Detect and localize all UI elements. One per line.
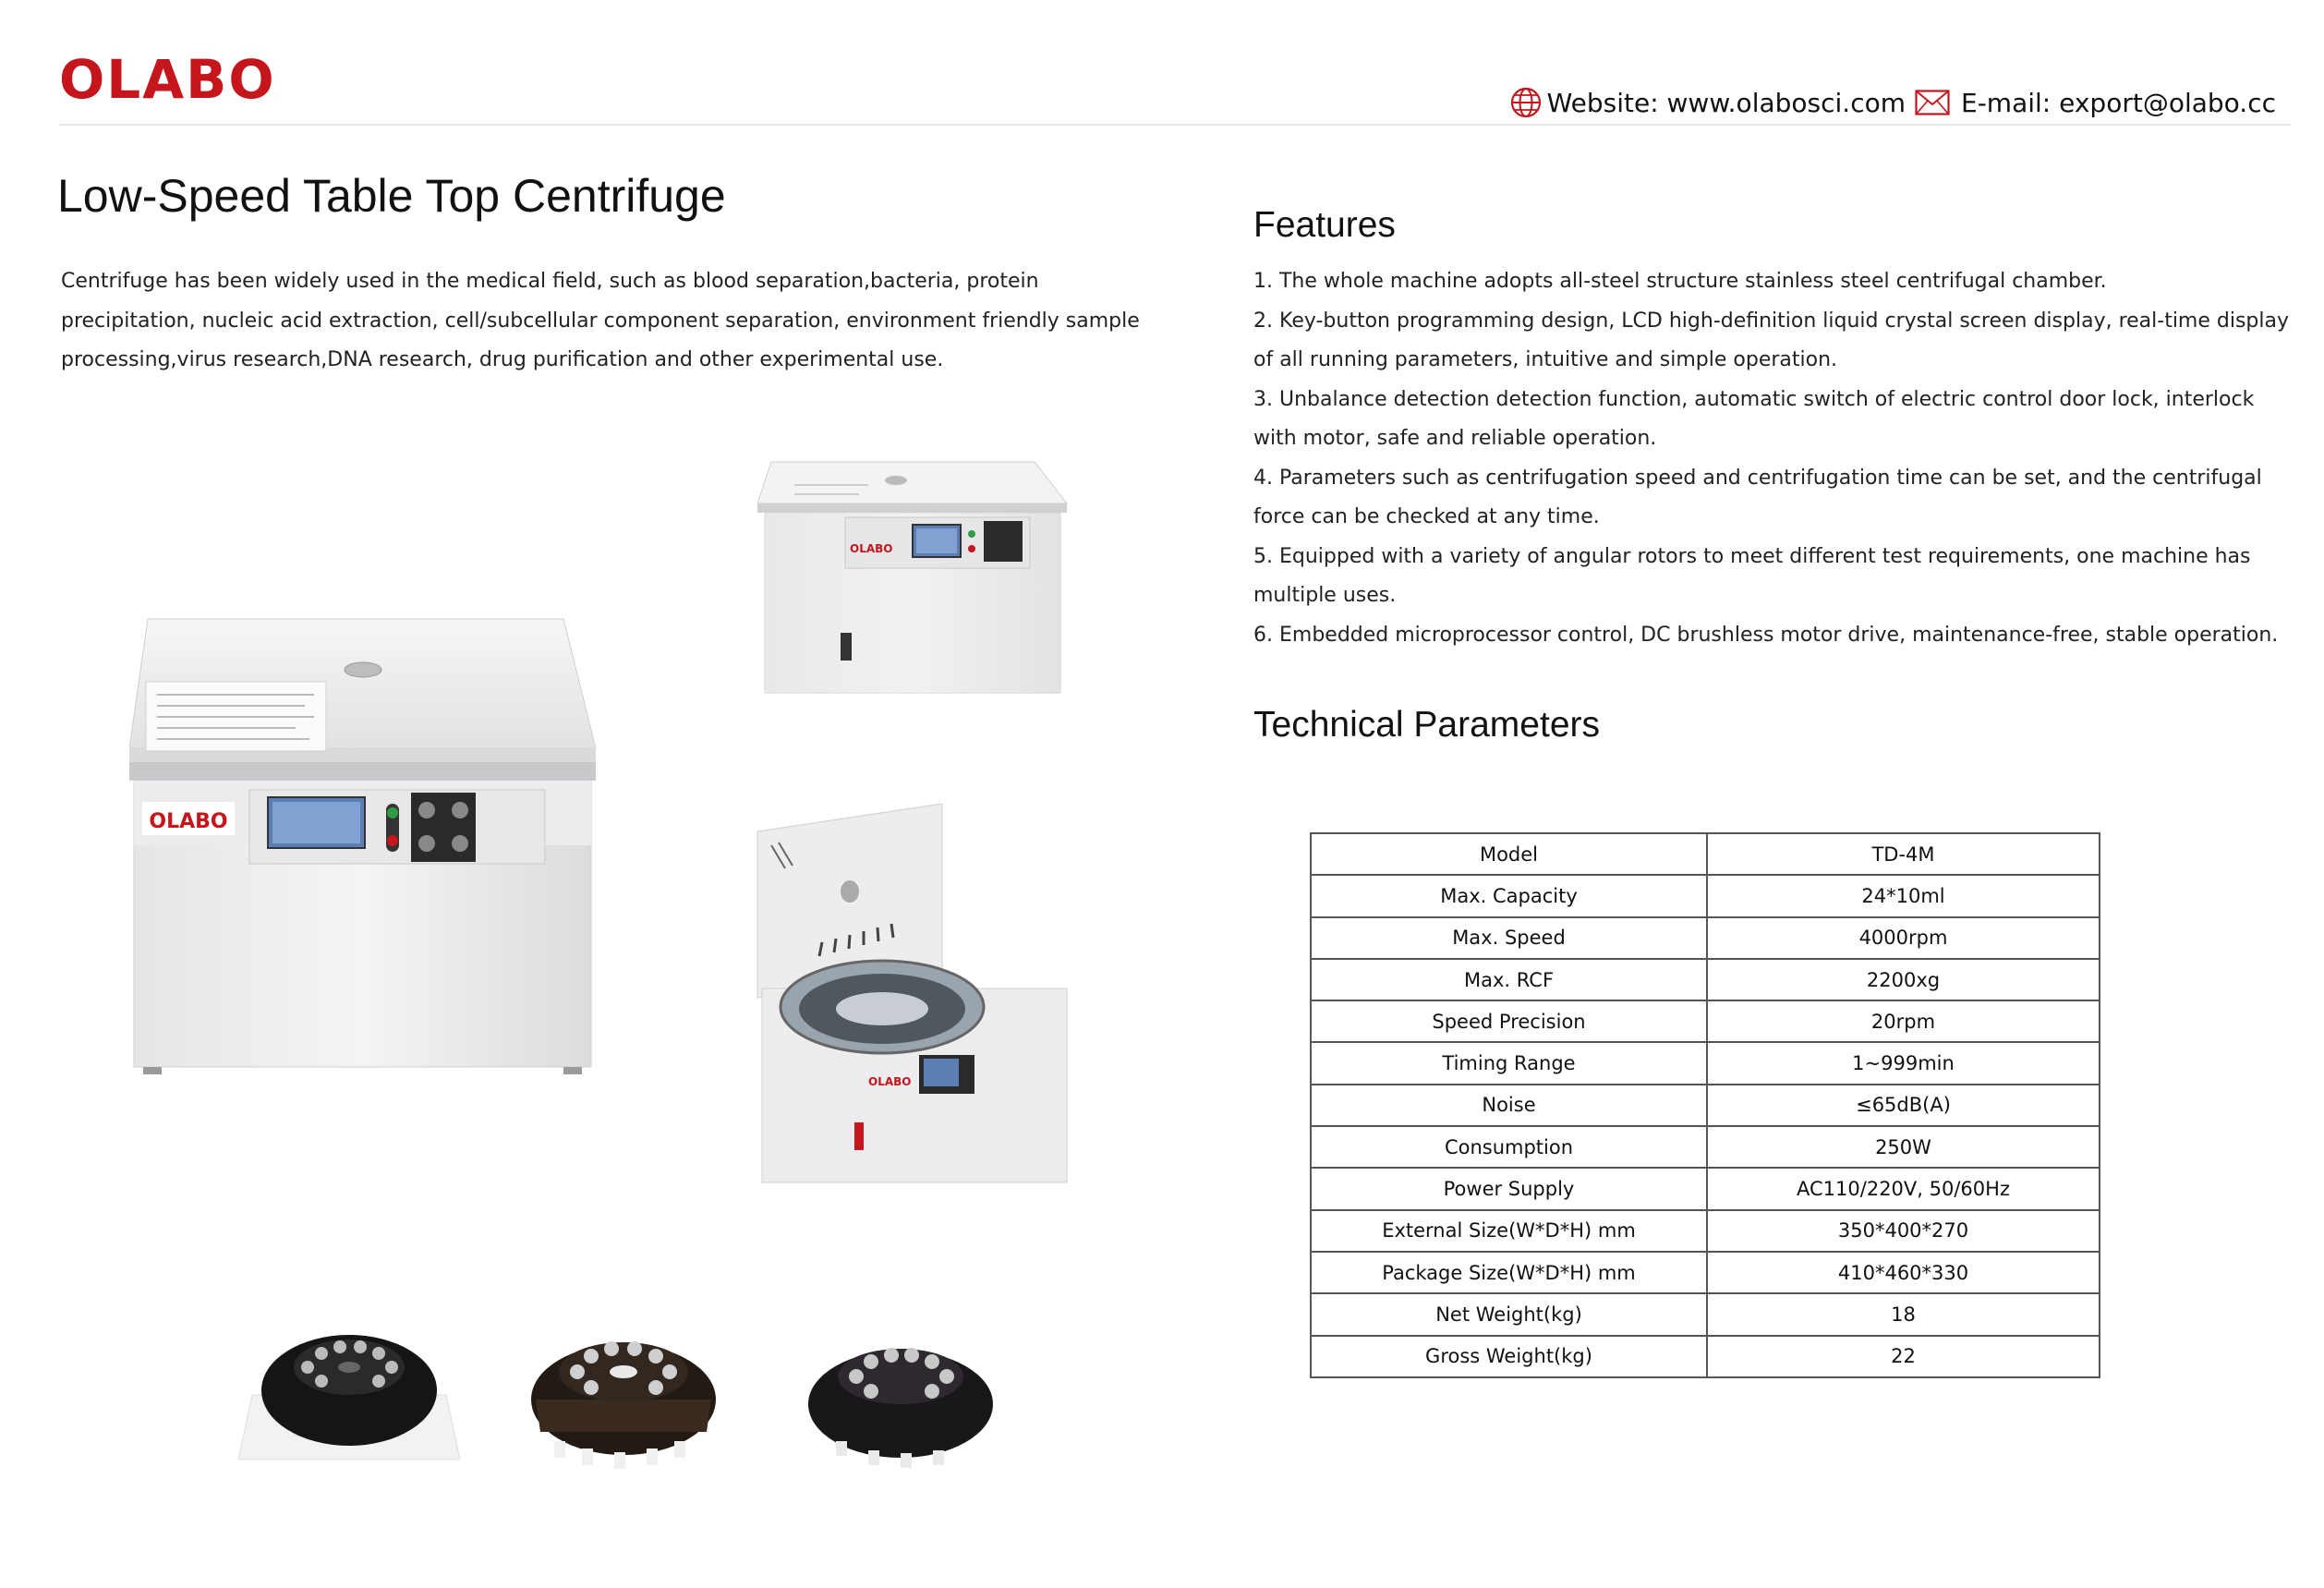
feature-item: 3. Unbalance detection detection function, automatic switch of electric control door lock, interlock with motor, safe and reliable operation.: [1253, 387, 2255, 450]
centrifuge-brand-label: OLABO: [850, 542, 893, 555]
tech-params-heading: Technical Parameters: [1253, 705, 1600, 745]
param-name: Max. Speed: [1311, 917, 1707, 959]
table-row: [1311, 917, 2100, 959]
mail-icon: [1915, 90, 1950, 115]
param-value: 410*460*330: [1707, 1252, 2100, 1293]
email-link[interactable]: E-mail: export@olabo.cc: [1961, 87, 2276, 118]
feature-item: 5. Equipped with a variety of angular rotors to meet different test requirements, one machine has multiple uses.: [1253, 544, 2251, 607]
centrifuge-front-image: [129, 610, 610, 1081]
param-name: Net Weight(kg): [1311, 1293, 1707, 1335]
table-row: [1311, 1293, 2100, 1335]
centrifuge-brand-label: OLABO: [149, 810, 228, 833]
features-heading: Features: [1253, 205, 1396, 245]
feature-item: 6. Embedded microprocessor control, DC brushless motor drive, maintenance-free, stable operation.: [1253, 623, 2279, 647]
website-link[interactable]: Website: www.olabosci.com: [1546, 87, 1906, 118]
feature-item: 2. Key-button programming design, LCD high-definition liquid crystal screen display, real-time display of all running parameters, intuitive and simple operation.: [1253, 309, 2290, 371]
contact-bar: [1510, 87, 2276, 118]
feature-item: 4. Parameters such as centrifugation speed and centrifugation time can be set, and the centrifugal force can be checked at any time.: [1253, 466, 2262, 528]
param-value: 22: [1707, 1336, 2100, 1377]
brand-logo: OLABO: [59, 48, 276, 111]
param-name: Gross Weight(kg): [1311, 1336, 1707, 1377]
param-name: External Size(W*D*H) mm: [1311, 1210, 1707, 1252]
header-divider: [59, 124, 2291, 126]
param-value: 24*10ml: [1707, 875, 2100, 916]
param-value: 20rpm: [1707, 1000, 2100, 1042]
param-value: ≤65dB(A): [1707, 1085, 2100, 1126]
centrifuge-closed-image: [757, 443, 1071, 702]
table-row: [1311, 1168, 2100, 1209]
table-row: [1311, 1085, 2100, 1126]
param-name: Model: [1311, 833, 1707, 875]
param-name: Max. RCF: [1311, 959, 1707, 1000]
param-value: 1~999min: [1707, 1042, 2100, 1084]
globe-icon: [1510, 87, 1542, 118]
table-row: [1311, 1126, 2100, 1168]
table-row: [1311, 1042, 2100, 1084]
param-value: 250W: [1707, 1126, 2100, 1168]
feature-item: 1. The whole machine adopts all-steel structure stainless steel centrifugal chamber.: [1253, 270, 2107, 293]
table-row: [1311, 959, 2100, 1000]
param-name: Consumption: [1311, 1126, 1707, 1168]
centrifuge-open-image: [753, 804, 1076, 1192]
param-name: Power Supply: [1311, 1168, 1707, 1209]
param-name: Timing Range: [1311, 1042, 1707, 1084]
intro-paragraph: Centrifuge has been widely used in the medical field, such as blood separation,bacteria, protein precipitation, nucleic acid extraction, cell/subcellular component separation, environment friendly sample processing,virus research,DNA research, drug purification and other experimental use.: [61, 270, 1140, 371]
rotor-image-1: [238, 1303, 460, 1487]
centrifuge-brand-label: OLABO: [868, 1075, 912, 1088]
table-row: [1311, 833, 2100, 875]
features-list: [1253, 262, 2297, 655]
param-value: 350*400*270: [1707, 1210, 2100, 1252]
param-value: 4000rpm: [1707, 917, 2100, 959]
param-value: AC110/220V, 50/60Hz: [1707, 1168, 2100, 1209]
param-value: 18: [1707, 1293, 2100, 1335]
rotor-image-3: [799, 1312, 1002, 1487]
param-value: TD-4M: [1707, 833, 2100, 875]
param-name: Noise: [1311, 1085, 1707, 1126]
table-row: [1311, 1336, 2100, 1377]
table-row: [1311, 1210, 2100, 1252]
page-title: Low-Speed Table Top Centrifuge: [57, 170, 726, 222]
param-name: Max. Capacity: [1311, 875, 1707, 916]
param-name: Speed Precision: [1311, 1000, 1707, 1042]
table-row: [1311, 1000, 2100, 1042]
param-value: 2200xg: [1707, 959, 2100, 1000]
param-name: Package Size(W*D*H) mm: [1311, 1252, 1707, 1293]
tech-params-table: [1310, 832, 2100, 1378]
table-row: [1311, 1252, 2100, 1293]
rotor-image-2: [522, 1303, 725, 1487]
table-row: [1311, 875, 2100, 916]
